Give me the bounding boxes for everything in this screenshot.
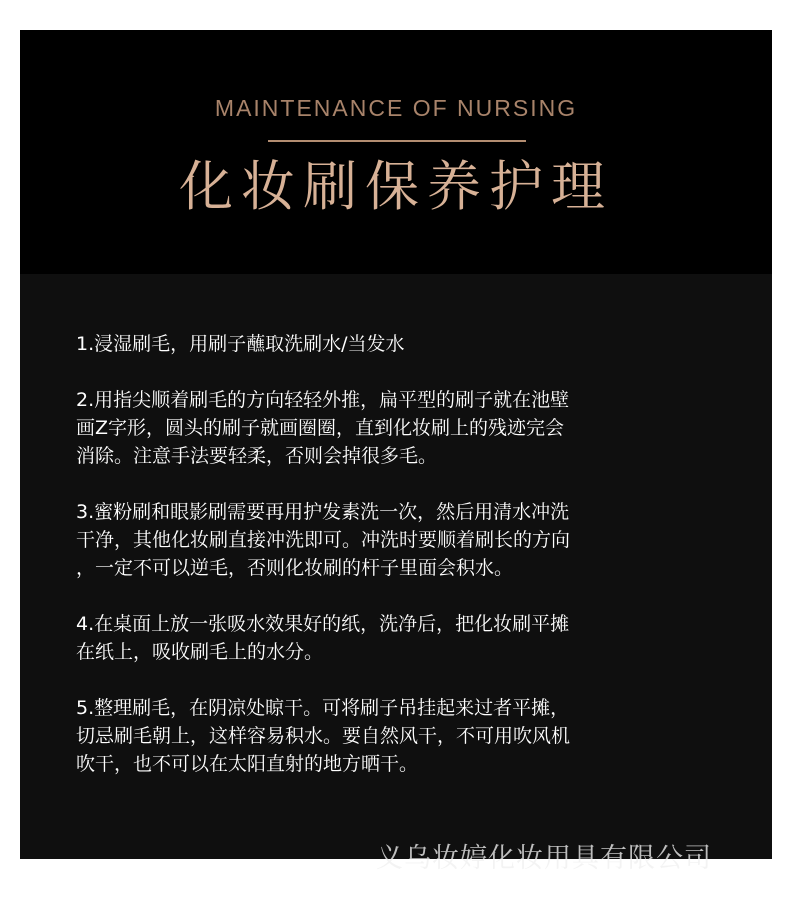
care-guide-panel bbox=[20, 30, 772, 859]
step-line: 4.在桌面上放一张吸水效果好的纸，洗净后，把化妆刷平摊 bbox=[76, 613, 570, 635]
header-banner bbox=[20, 30, 772, 274]
step-line: 画Z字形，圆头的刷子就画圈圈，直到化妆刷上的残迹完会 bbox=[76, 417, 565, 439]
step-line: 消除。注意手法要轻柔，否则会掉很多毛。 bbox=[76, 445, 438, 467]
step-line: 1.浸湿刷毛，用刷子蘸取洗刷水/当发水 bbox=[76, 333, 405, 355]
step-line: 5.整理刷毛，在阴凉处晾干。可将刷子吊挂起来过者平摊， bbox=[76, 697, 570, 719]
step-line: ，一定不可以逆毛，否则化妆刷的杆子里面会积水。 bbox=[76, 557, 514, 579]
step-line: 切忌刷毛朝上，这样容易积水。要自然风干，不可用吹风机 bbox=[76, 725, 571, 747]
step-2 bbox=[76, 386, 726, 470]
step-line: 在纸上，吸收刷毛上的水分。 bbox=[76, 641, 324, 663]
company-watermark: 义乌妆婷化妆用具有限公司 bbox=[376, 843, 712, 874]
step-3 bbox=[76, 498, 726, 582]
step-line: 吹干，也不可以在太阳直射的地方晒干。 bbox=[76, 753, 419, 775]
instructions-list bbox=[76, 330, 726, 806]
step-1 bbox=[76, 330, 726, 358]
step-line: 3.蜜粉刷和眼影刷需要再用护发素洗一次，然后用清水冲洗 bbox=[76, 501, 570, 523]
step-line: 2.用指尖顺着刷毛的方向轻轻外推，扁平型的刷子就在池壁 bbox=[76, 389, 570, 411]
step-4 bbox=[76, 610, 726, 666]
english-subtitle: MAINTENANCE OF NURSING bbox=[214, 95, 578, 121]
step-5 bbox=[76, 694, 726, 778]
title-divider bbox=[268, 140, 526, 142]
page-title: 化妆刷保养护理 bbox=[179, 155, 613, 218]
step-line: 干净，其他化妆刷直接冲洗即可。冲洗时要顺着刷长的方向 bbox=[76, 529, 571, 551]
